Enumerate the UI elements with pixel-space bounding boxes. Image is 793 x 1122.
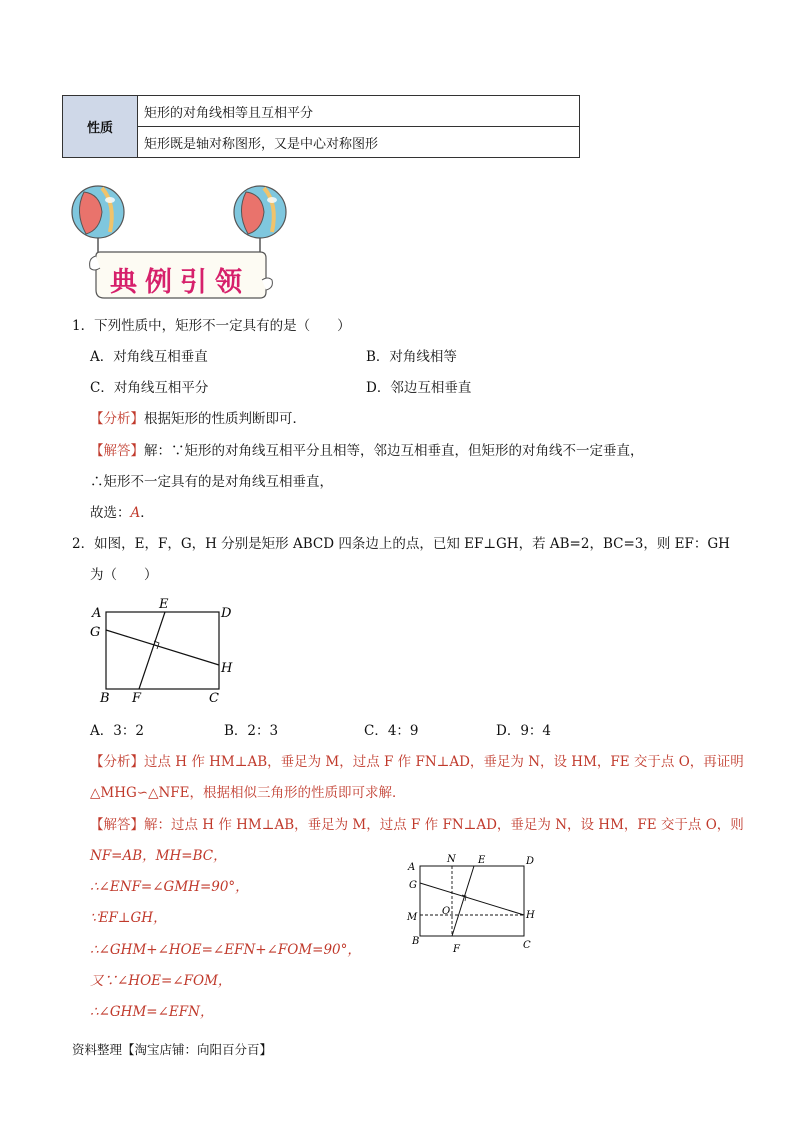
label-g: G bbox=[90, 625, 101, 640]
option-d: D．邻边互相垂直 bbox=[366, 380, 472, 396]
question-number: 2． bbox=[72, 536, 95, 552]
option-b: B．2：3 bbox=[224, 723, 279, 739]
label-o: O bbox=[442, 906, 451, 917]
footer-text: 资料整理【淘宝店铺：向阳百分百】 bbox=[72, 1042, 273, 1057]
option-d: D．9：4 bbox=[496, 723, 552, 739]
answer-step: 又∵∠HOE=∠FOM， bbox=[90, 973, 232, 989]
label-c: C bbox=[209, 691, 219, 706]
label-d: D bbox=[221, 606, 232, 621]
beach-ball-icon bbox=[72, 186, 124, 252]
answer-step: ∴∠ENF=∠GMH=90°， bbox=[90, 879, 249, 895]
answer-step: NF=AB，MH=BC， bbox=[90, 848, 227, 864]
option-b: B．对角线相等 bbox=[366, 349, 457, 365]
banner-title: 典例引领 bbox=[110, 267, 250, 298]
question-2-stem bbox=[72, 534, 730, 554]
label-h: H bbox=[526, 910, 535, 921]
answer-text: 解：∵矩形的对角线互相平分且相等，邻边互相垂直，但矩形的对角线不一定垂直， bbox=[144, 443, 644, 459]
table-header-cell: 性质 bbox=[63, 96, 138, 158]
option-a: A．对角线互相垂直 bbox=[90, 349, 208, 365]
label-a: A bbox=[408, 862, 416, 873]
answer-line bbox=[90, 503, 154, 523]
figure-rectangle-abcd bbox=[85, 598, 235, 710]
answer-step: ∵EF⊥GH， bbox=[90, 910, 167, 926]
question-text: 下列性质中，矩形不一定具有的是（ ） bbox=[94, 318, 351, 334]
answer-line bbox=[90, 441, 644, 461]
answer-prefix: 故选： bbox=[90, 505, 131, 521]
label-b: B bbox=[100, 691, 110, 706]
label-n: N bbox=[447, 854, 456, 865]
answer-step: ∴∠GHM=∠EFN， bbox=[90, 1004, 214, 1020]
answer-choice: A bbox=[130, 505, 141, 521]
analysis-label: 【分析】 bbox=[90, 411, 144, 427]
label-d: D bbox=[526, 856, 535, 867]
answer-label: 【解答】 bbox=[90, 443, 144, 459]
label-e: E bbox=[159, 598, 169, 612]
option-c: C．4：9 bbox=[364, 723, 419, 739]
label-f: F bbox=[453, 944, 460, 955]
analysis-label: 【分析】 bbox=[90, 754, 144, 770]
question-2-stem-2: 为（ ） bbox=[90, 567, 158, 583]
answer-suffix: ． bbox=[140, 505, 154, 521]
analysis-line: △MHG∽△NFE，根据相似三角形的性质即可求解． bbox=[90, 785, 406, 801]
option-a: A．3：2 bbox=[90, 723, 144, 739]
question-text: 如图，E，F，G，H 分别是矩形 ABCD 四条边上的点，已知 EF⊥GH，若 AB=2，BC=3，则 EF：GH bbox=[94, 536, 730, 552]
label-a: A bbox=[92, 606, 102, 621]
label-f: F bbox=[132, 691, 142, 706]
beach-ball-icon bbox=[234, 186, 286, 252]
option-c: C．对角线互相平分 bbox=[90, 380, 209, 396]
figure-rectangle-auxiliary bbox=[400, 852, 545, 960]
answer-line bbox=[90, 815, 744, 835]
label-m: M bbox=[407, 912, 418, 923]
analysis-text: 根据矩形的性质判断即可． bbox=[144, 411, 306, 427]
answer-step: ∴∠GHM+∠HOE=∠EFN+∠FOM=90°， bbox=[90, 942, 361, 958]
table-row: 矩形既是轴对称图形，又是中心对称图形 bbox=[138, 127, 580, 158]
question-number: 1． bbox=[72, 318, 95, 334]
table-row: 矩形的对角线相等且互相平分 bbox=[138, 96, 580, 127]
label-c: C bbox=[523, 940, 531, 951]
label-e: E bbox=[478, 855, 486, 866]
question-1-stem bbox=[72, 316, 351, 336]
label-g: G bbox=[409, 880, 417, 891]
analysis-line bbox=[90, 752, 744, 772]
analysis-line bbox=[90, 409, 306, 429]
label-h: H bbox=[221, 661, 233, 676]
label-b: B bbox=[412, 936, 420, 947]
property-table bbox=[62, 95, 580, 158]
analysis-text: 过点 H 作 HM⊥AB，垂足为 M，过点 F 作 FN⊥AD，垂足为 N，设 HM，FE 交于点 O，再证明 bbox=[144, 754, 744, 770]
answer-text: 解：过点 H 作 HM⊥AB，垂足为 M，过点 F 作 FN⊥AD，垂足为 N，设 HM，FE 交于点 O，则 bbox=[144, 817, 744, 833]
answer-line: ∴矩形不一定具有的是对角线互相垂直， bbox=[90, 474, 333, 490]
answer-label: 【解答】 bbox=[90, 817, 144, 833]
